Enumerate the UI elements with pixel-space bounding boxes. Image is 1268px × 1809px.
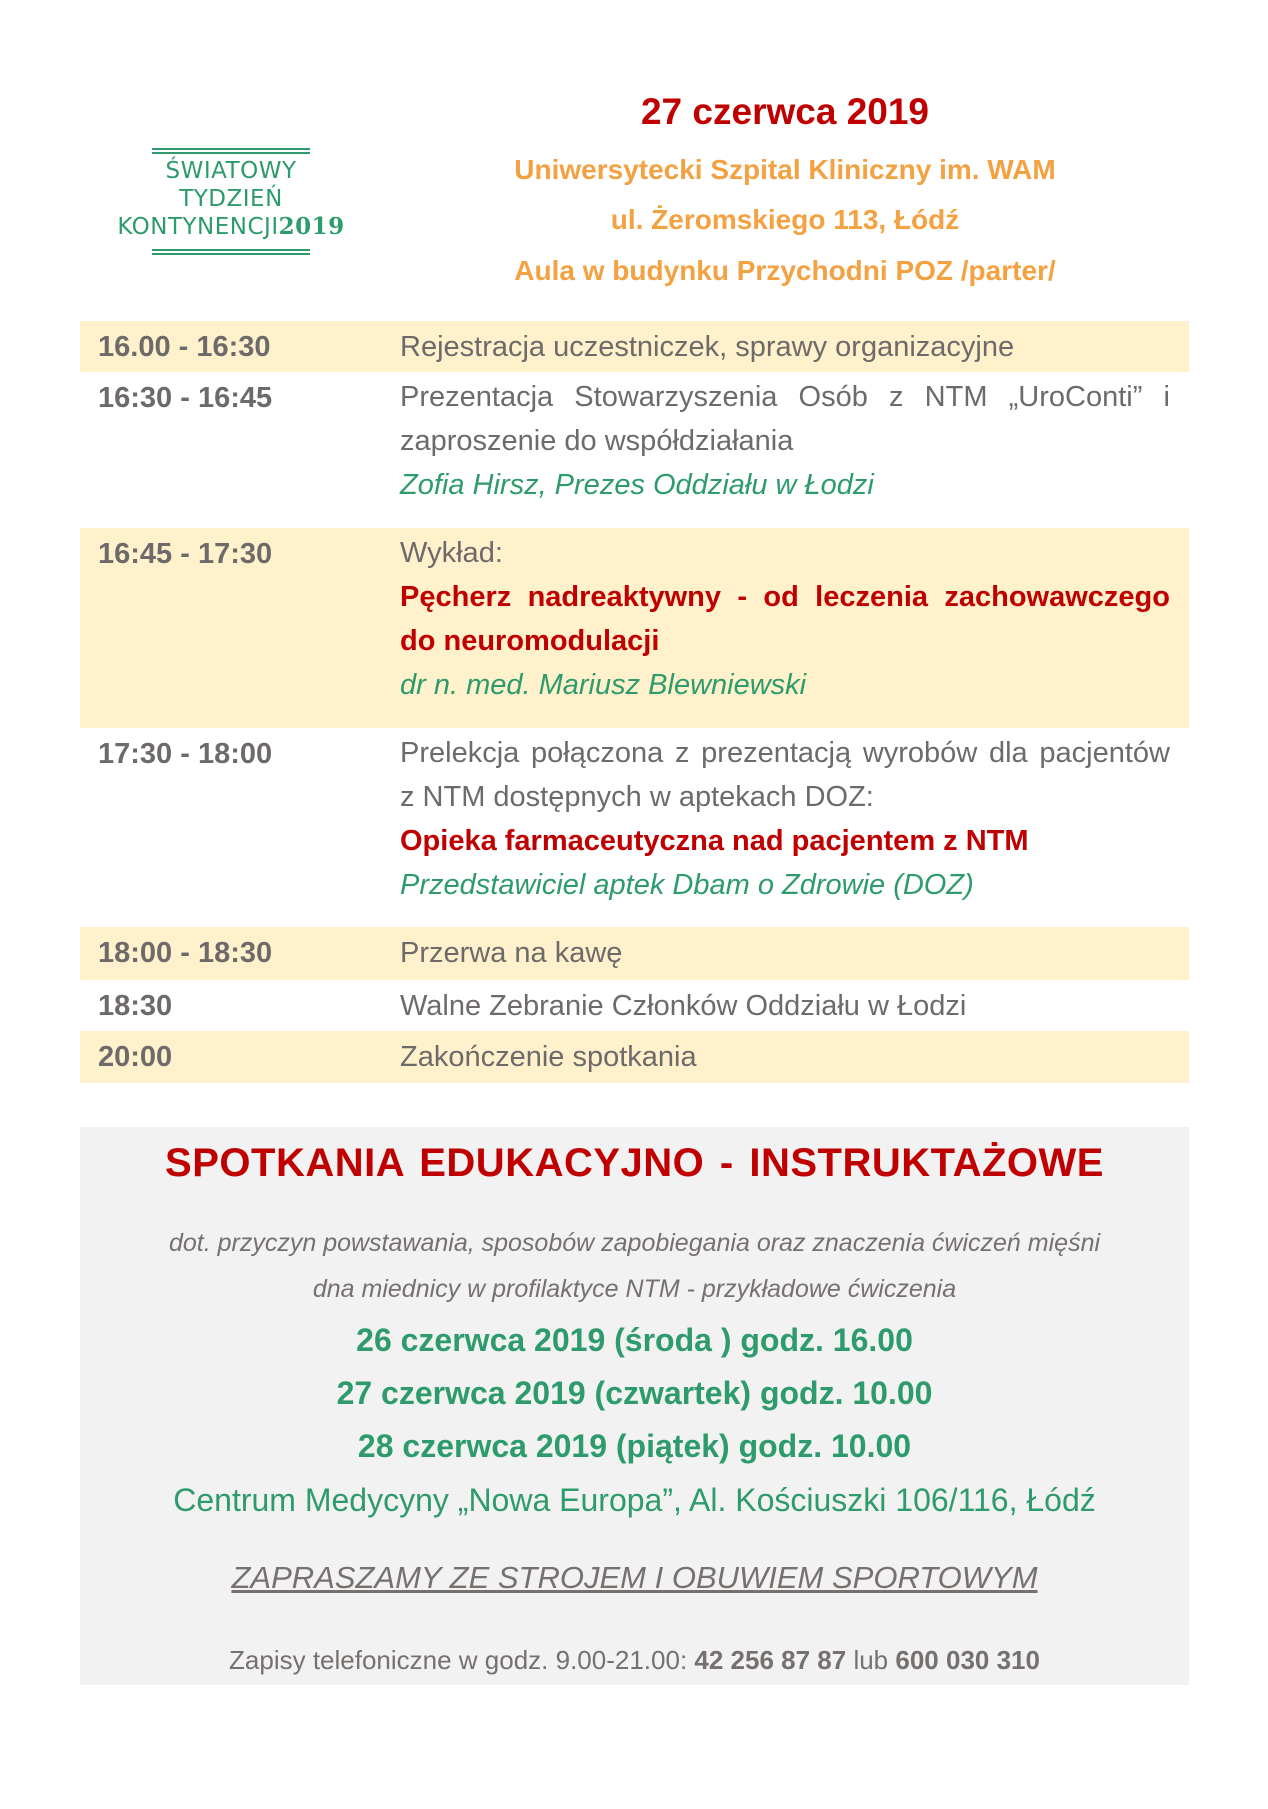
schedule-speaker: Przedstawiciel aptek Dbam o Zdrowie (DOZ): [400, 869, 974, 901]
schedule-row: [80, 728, 1189, 927]
event-room: Aula w budynku Przychodni POZ /parter/: [514, 255, 1056, 286]
schedule-time: 16:45 - 17:30: [98, 538, 273, 570]
workshops-subtitle-1: dot. przyczyn powstawania, sposobów zapobiegania oraz znaczenia ćwiczeń mięśni: [168, 1229, 1101, 1257]
schedule-text: Prelekcja połączona z prezentacją wyrobów dla pacjentów z NTM dostępnych w aptekach DOZ:: [400, 737, 1170, 813]
schedule-text: Wykład:: [400, 537, 503, 569]
schedule-description: [400, 528, 1170, 707]
lecture-title: Opieka farmaceutyczna nad pacjentem z NTM: [400, 825, 1029, 857]
schedule-table: [80, 321, 1189, 1083]
schedule-speaker: dr n. med. Mariusz Blewniewski: [400, 669, 807, 701]
workshops-heading: SPOTKANIA EDUKACYJNO - INSTRUKTAŻOWE: [165, 1141, 1104, 1185]
event-venue: Uniwersytecki Szpital Kliniczny im. WAM: [514, 154, 1056, 185]
registration-phone-line: [80, 1640, 1189, 1680]
schedule-description: [400, 980, 1170, 1032]
schedule-text: Zakończenie spotkania: [400, 1041, 697, 1073]
schedule-text: Przerwa na kawę: [400, 937, 623, 969]
schedule-row: [80, 528, 1189, 728]
logo-line-1: ŚWIATOWY: [165, 158, 297, 184]
schedule-description: [400, 372, 1170, 507]
workshops-subtitle-2: dna miednicy w profilaktyce NTM - przykładowe ćwiczenia: [312, 1275, 957, 1303]
schedule-description: [400, 728, 1170, 907]
schedule-row: [80, 321, 1189, 372]
schedule-time: 18:30: [98, 990, 173, 1022]
schedule-description: [400, 927, 1170, 979]
event-logo: [106, 146, 356, 256]
workshop-date: 28 czerwca 2019 (piątek) godz. 10.00: [357, 1428, 912, 1464]
schedule-text: Prezentacja Stowarzyszenia Osób z NTM „UroConti” i zaproszenie do współdziałania: [400, 381, 1170, 457]
logo-line-3: [106, 214, 356, 240]
workshop-location: Centrum Medycyny „Nowa Europa”, Al. Kościuszki 106/116, Łódź: [173, 1482, 1096, 1518]
phone-number-2: 600 030 310: [895, 1645, 1040, 1675]
event-address: ul. Żeromskiego 113, Łódź: [610, 204, 960, 235]
schedule-time: 18:00 - 18:30: [98, 937, 273, 969]
schedule-row: [80, 980, 1189, 1031]
phone-separator: lub: [846, 1645, 896, 1675]
schedule-time: 17:30 - 18:00: [98, 738, 273, 770]
logo-rule-top: [152, 148, 310, 150]
event-date: 27 czerwca 2019: [640, 91, 929, 132]
schedule-text: Walne Zebranie Członków Oddziału w Łodzi: [400, 990, 967, 1022]
schedule-row: [80, 372, 1189, 528]
schedule-description: [400, 321, 1170, 373]
workshop-date: 26 czerwca 2019 (środa ) godz. 16.00: [356, 1322, 913, 1358]
schedule-time: 20:00: [98, 1041, 173, 1073]
lecture-title: Pęcherz nadreaktywny - od leczenia zachowawczego do neuromodulacji: [400, 581, 1170, 657]
invitation-note: ZAPRASZAMY ZE STROJEM I OBUWIEM SPORTOWYM: [231, 1560, 1038, 1595]
schedule-time: 16.00 - 16:30: [98, 331, 271, 363]
schedule-description: [400, 1031, 1170, 1083]
schedule-speaker: Zofia Hirsz, Prezes Oddziału w Łodzi: [400, 469, 874, 501]
logo-rule-top-2: [152, 152, 310, 154]
phone-prefix: Zapisy telefoniczne w godz. 9.00-21.00:: [229, 1645, 695, 1675]
logo-rule-bottom-2: [152, 253, 310, 255]
schedule-text: Rejestracja uczestniczek, sprawy organizacyjne: [400, 331, 1015, 363]
logo-line-3-text: KONTYNENCJI: [117, 214, 279, 240]
workshops-panel: [80, 1127, 1189, 1685]
schedule-time: 16:30 - 16:45: [98, 382, 273, 414]
schedule-row: [80, 927, 1189, 980]
logo-year: 2019: [278, 213, 345, 240]
logo-rule-bottom: [152, 249, 310, 251]
logo-line-2: TYDZIEŃ: [179, 186, 283, 212]
workshop-date: 27 czerwca 2019 (czwartek) godz. 10.00: [336, 1375, 933, 1411]
phone-number-1: 42 256 87 87: [694, 1645, 847, 1675]
schedule-row: [80, 1031, 1189, 1083]
